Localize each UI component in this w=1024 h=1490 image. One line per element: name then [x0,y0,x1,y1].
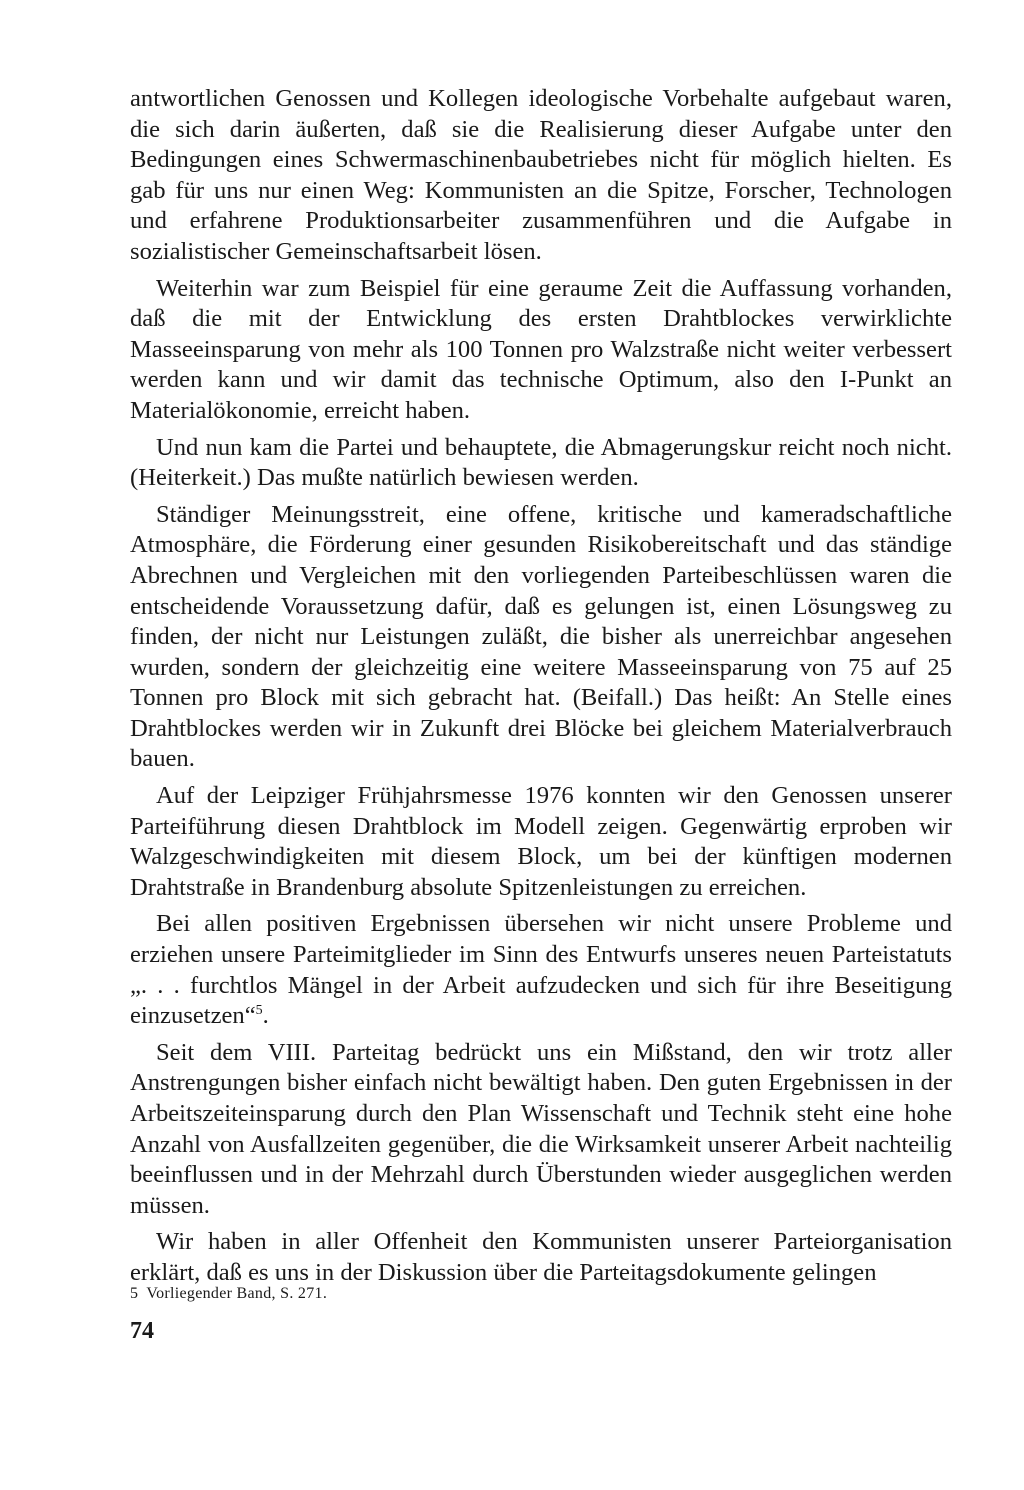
footnote-number: 5 [130,1285,139,1302]
paragraph: Und nun kam die Partei und behauptete, die Abmagerungskur reicht noch nicht. (Heiterkeit.) Das mußte natürlich bewiesen werden. [130,433,952,492]
paragraph: Wir haben in aller Offenheit den Kommunisten unserer Parteiorganisation erklärt, daß es uns in der Diskussion über die Parteitagsdokumente gelingen [130,1228,952,1286]
paragraph: Seit dem VIII. Parteitag bedrückt uns ein Mißstand, den wir trotz aller Anstrengungen bisher einfach nicht bewältigt haben. Den guten Ergebnissen in der Arbeitszeiteinsparung durch den Plan Wissenschaft und Technik steht eine hohe Anzahl von Ausfallzeiten gegenüber, die die Wirksamkeit unserer Arbeit nachteilig beeinflussen und in der Mehrzahl durch Überstunden wieder ausgeglichen werden müssen. [130,1038,952,1219]
paragraph-text: Bei allen positiven Ergebnissen übersehen wir nicht unsere Probleme und erziehen unsere Parteimitglieder im Sinn des Entwurfs unseres neuen Parteistatuts „. . . furchtlos Mängel in der Arbeit aufzudecken und sich für ihre Beseitigung einzusetzen“ [130,910,952,1030]
paragraph: Weiterhin war zum Beispiel für eine geraume Zeit die Auffassung vorhanden, daß die mit der Entwicklung des ersten Drahtblockes verwirklichte Masseeinsparung von mehr als 100 Tonnen pro Walzstraße nicht weiter verbessert werden kann und wir damit das technische Optimum, also den I-Punkt an Materialökonomie, erreicht haben. [130,274,952,424]
paragraph: antwortlichen Genossen und Kollegen ideologische Vorbehalte aufgebaut waren, die sich darin äußerten, daß sie die Realisierung dieser Aufgabe unter den Bedingungen eines Schwermaschinenbaubetriebes nicht für möglich hielten. Es gab für uns nur einen Weg: Kommunisten an die Spitze, Forscher, Technologen und erfahrene Produktionsarbeiter zusammenführen und die Aufgabe in sozialistischer Gemeinschaftsarbeit lösen. [130,85,952,265]
paragraph-with-footnote: Bei allen positiven Ergebnissen übersehen wir nicht unsere Probleme und erziehen unsere Parteimitglieder im Sinn des Entwurfs unseres neuen Parteistatuts „. . . furchtlos Mängel in der Arbeit aufzudecken und sich für ihre Beseitigung einzusetzen“$^5$. [130,910,952,1030]
footnote-reference: 5 [255,1003,263,1019]
footnote [130,1285,327,1303]
page-number: 74 [130,1318,154,1344]
page-body [130,84,952,1295]
footnote-text: Vorliegender Band, S. 271. [146,1285,328,1302]
paragraph: Auf der Leipziger Frühjahrsmesse 1976 konnten wir den Genossen unserer Parteiführung diesen Drahtblock im Modell zeigen. Gegenwärtig erproben wir Walzgeschwindigkeiten mit diesem Block, um bei der künftigen modernen Drahtstraße in Brandenburg absolute Spitzenleistungen zu erreichen. [130,782,952,901]
paragraph: Ständiger Meinungsstreit, eine offene, kritische und kameradschaftliche Atmosphäre, die Förderung einer gesunden Risikobereitschaft und das ständige Abrechnen und Vergleichen mit den vorliegenden Parteibeschlüssen waren die entscheidende Voraussetzung dafür, daß es gelungen ist, einen Lösungsweg zu finden, der nicht nur Leistungen zuläßt, die bisher als unerreichbar angesehen wurden, sondern der gleichzeitig eine weitere Masseeinsparung von 75 auf 25 Tonnen pro Block mit sich gebracht hat. (Beifall.) Das heißt: An Stelle eines Drahtblockes werden wir in Zukunft drei Blöcke bei gleichem Materialverbrauch bauen. [130,500,952,773]
